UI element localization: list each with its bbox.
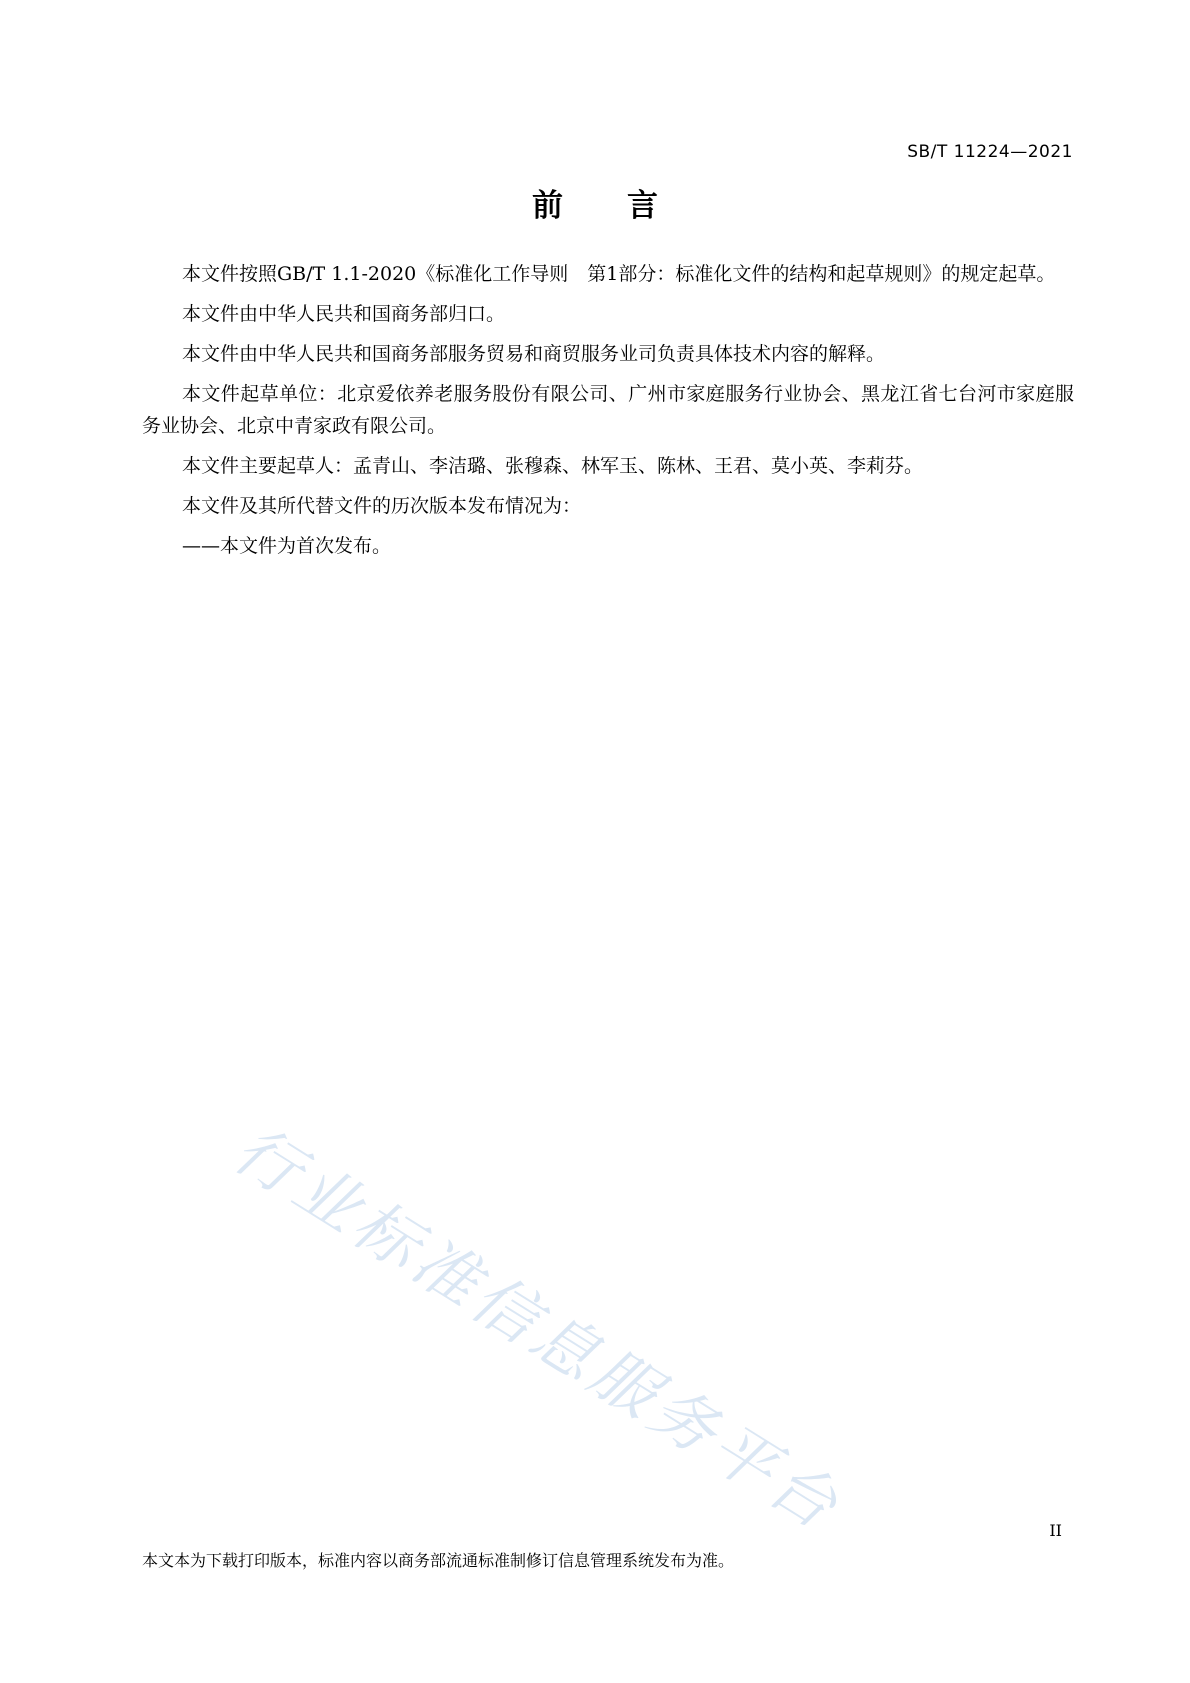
paragraph-version-history: 本文件及其所代替文件的历次版本发布情况为： — [182, 495, 582, 517]
page-number: II — [1049, 1521, 1062, 1540]
watermark: 行业标准信息服务平台 — [220, 1112, 854, 1547]
standard-code: SB/T 11224—2021 — [907, 142, 1073, 162]
preface-body — [142, 258, 1074, 570]
footer-note: 本文本为下载打印版本，标准内容以商务部流通标准制修订信息管理系统发布为准。 — [142, 1551, 735, 1570]
paragraph-interpretation: 本文件由中华人民共和国商务部服务贸易和商贸服务业司负责具体技术内容的解释。 — [182, 343, 886, 365]
page-title: 前言 — [532, 188, 722, 224]
paragraph-centralized-by: 本文件由中华人民共和国商务部归口。 — [182, 303, 506, 325]
paragraph-drafting-units: 本文件起草单位：北京爱依养老服务股份有限公司、广州市家庭服务行业协会、黑龙江省七台河市家庭服务业协会、北京中青家政有限公司。 — [142, 383, 1074, 437]
paragraph-drafters: 本文件主要起草人：孟青山、李洁璐、张穆森、林军玉、陈林、王君、莫小英、李莉芬。 — [182, 455, 924, 477]
paragraph-first-release: ——本文件为首次发布。 — [182, 535, 392, 557]
paragraph-compliance: 本文件按照GB/T 1.1-2020《标准化工作导则 第1部分：标准化文件的结构和起草规则》的规定起草。 — [182, 263, 1056, 285]
